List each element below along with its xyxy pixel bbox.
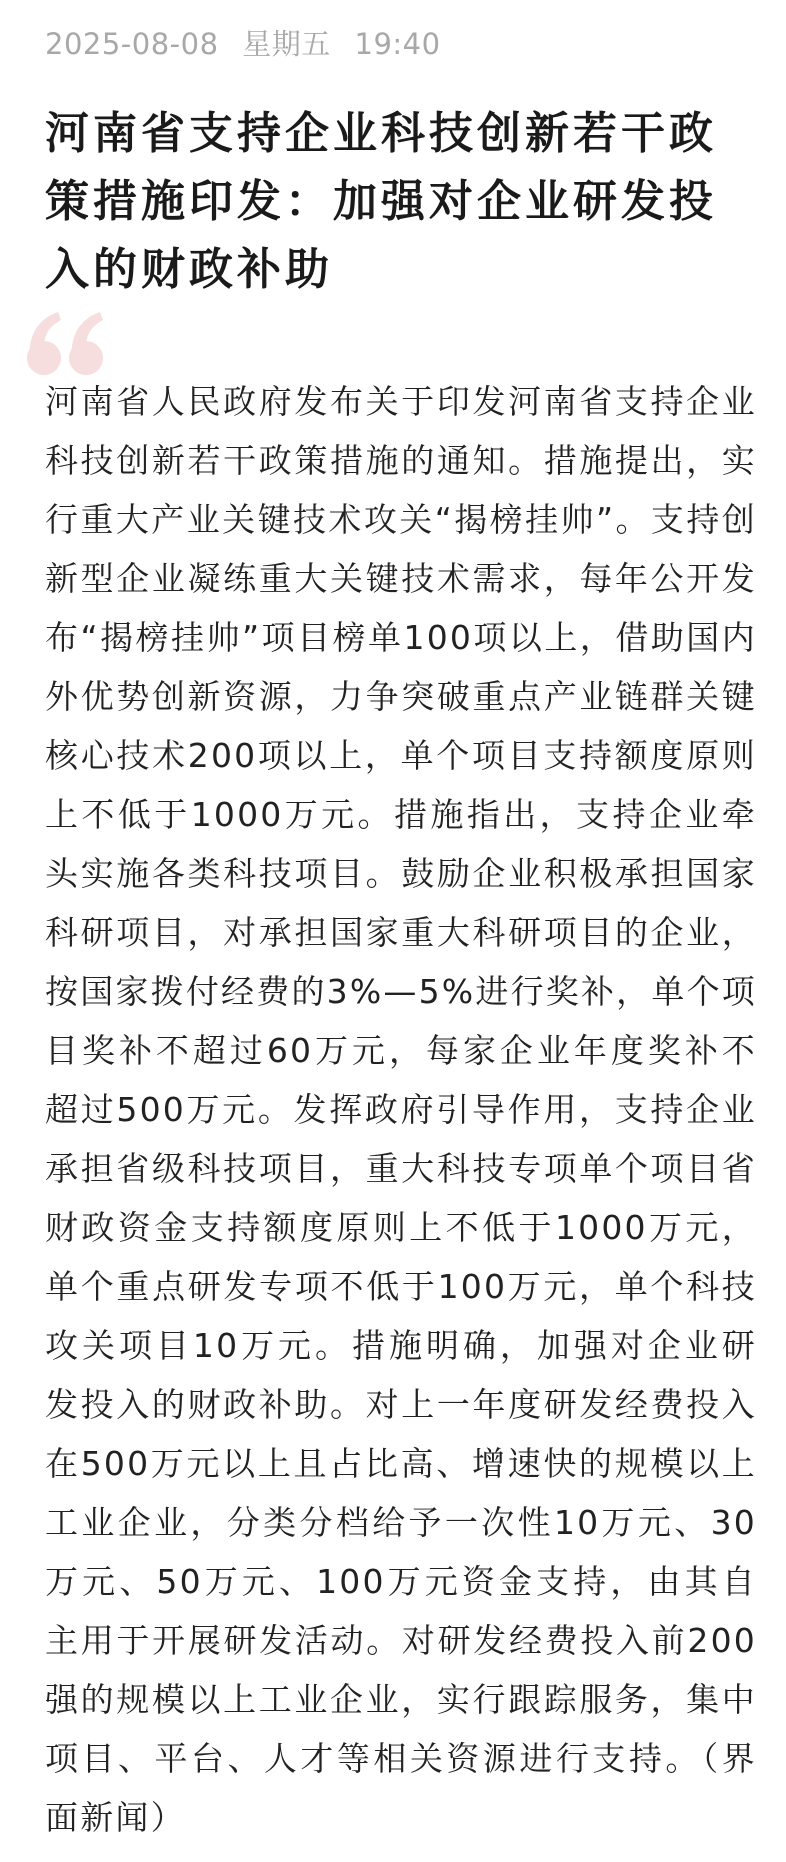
article-body: 河南省人民政府发布关于印发河南省支持企业科技创新若干政策措施的通知。措施提出，实行重大产业关键技术攻关“揭榜挂帅”。支持创新型企业凝练重大关键技术需求，每年公开发布“揭榜挂帅”项目榜单100项以上，借助国内外优势创新资源，力争突破重点产业链群关键核心技术200项以上，单个项目支持额度原则上不低于1000万元。措施指出，支持企业牵头实施各类科技项目。鼓励企业积极承担国家科研项目，对承担国家重大科研项目的企业，按国家拨付经费的3%—5%进行奖补，单个项目奖补不超过60万元，每家企业年度奖补不超过500万元。发挥政府引导作用，支持企业承担省级科技项目，重大科技专项单个项目省财政资金支持额度原则上不低于1000万元，单个重点研发专项不低于100万元，单个科技攻关项目10万元。措施明确，加强对企业研发投入的财政补助。对上一年度研发经费投入在500万元以上且占比高、增速快的规模以上工业企业，分类分档给予一次性10万元、30万元、50万元、100万元资金支持，由其自主用于开展研发活动。对研发经费投入前200强的规模以上工业企业，实行跟踪服务，集中项目、平台、人才等相关资源进行支持。（界面新闻） xyxy=(45,382,757,1837)
publish-time: 19:40 xyxy=(354,27,441,61)
publish-date: 2025-08-08 xyxy=(45,27,219,61)
publish-weekday: 星期五 xyxy=(242,27,331,61)
article-title: 河南省支持企业科技创新若干政策措施印发：加强对企业研发投入的财政补助 xyxy=(45,108,717,295)
publish-meta xyxy=(45,24,455,64)
